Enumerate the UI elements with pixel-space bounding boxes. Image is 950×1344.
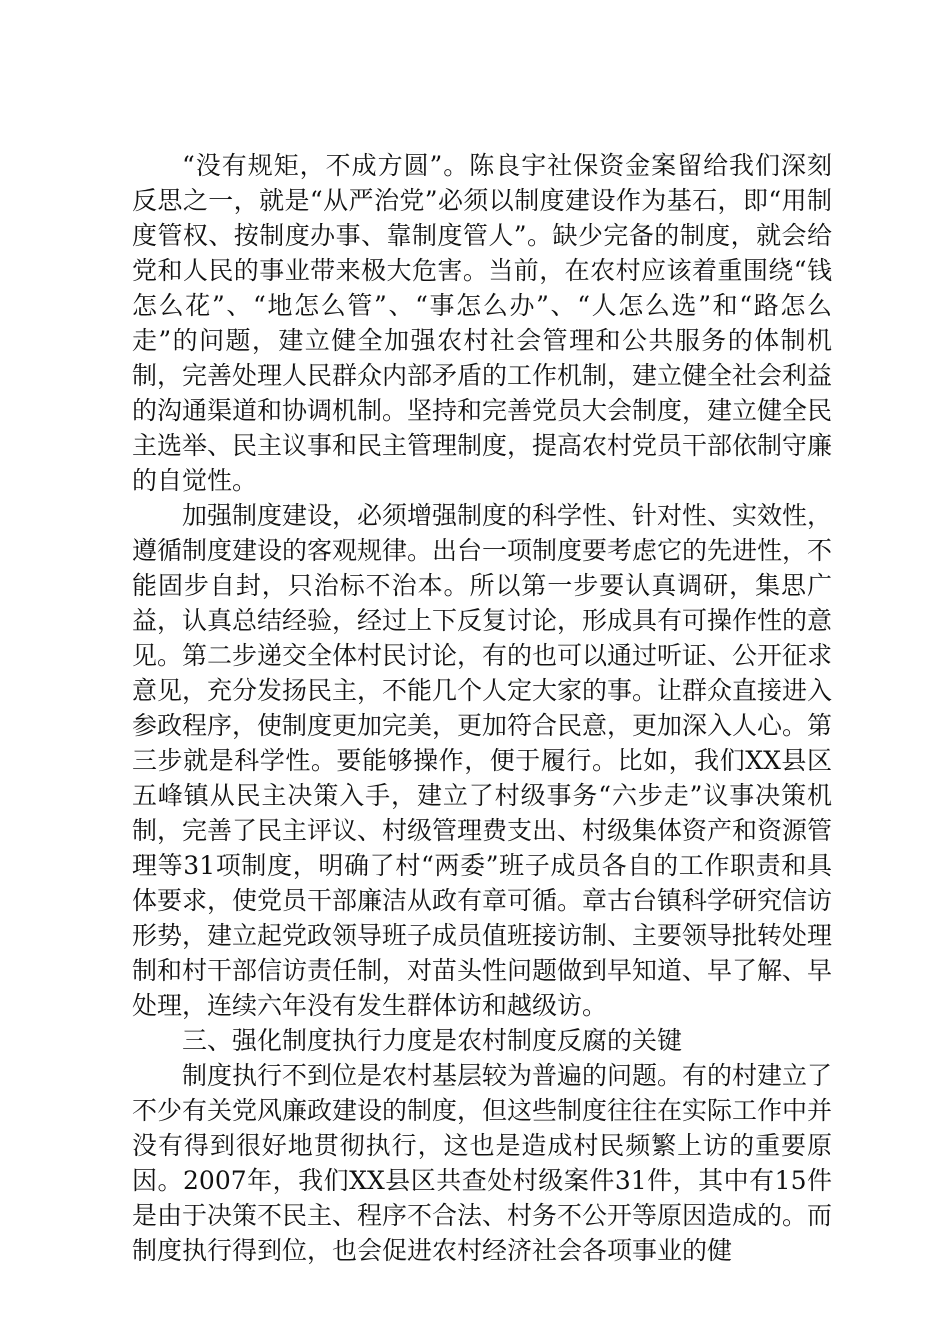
- section-heading-three: 三、强化制度执行力度是农村制度反腐的关键: [182, 1026, 683, 1055]
- paragraph-rules-and-standards: “没有规矩，不成方圆”。陈良宇社保资金案留给我们深刻反思之一，就是“从严治党”必须以制度建设作为基石，即“用制度管权、按制度办事、靠制度管人”。缺少完备的制度，就会给党和人民的事业带来极大危害。当前，在农村应该着重围绕“钱怎么花”、“地怎么管”、“事怎么办”、“人怎么选”和“路怎么走”的问题，建立健全加强农村社会管理和公共服务的体制机制，完善处理人民群众内部矛盾的工作机制，建立健全社会利益的沟通渠道和协调机制。坚持和完善党员大会制度，建立健全民主选举、民主议事和民主管理制度，提高农村党员干部依制守廉的自觉性。: [132, 151, 833, 495]
- paragraph-system-building: 加强制度建设，必须增强制度的科学性、针对性、实效性，遵循制度建设的客观规律。出台一项制度要考虑它的先进性，不能固步自封，只治标不治本。所以第一步要认真调研，集思广益，认真总结经验，经过上下反复讨论，形成具有可操作性的意见。第二步递交全体村民讨论，有的也可以通过听证、公开征求意见，充分发扬民主，不能几个人定大家的事。让群众直接进入参政程序，使制度更加完美，更加符合民意，更加深入人心。第三步就是科学性。要能够操作，便于履行。比如，我们XX县区五峰镇从民主决策入手，建立了村级事务“六步走”议事决策机制，完善了民主评议、村级管理费支出、村级集体资产和资源管理等31项制度，明确了村“两委”班子成员各自的工作职责和具体要求，使党员干部廉洁从政有章可循。章古台镇科学研究信访形势，建立起党政领导班子成员值班接访制、主要领导批转处理制和村干部信访责任制，对苗头性问题做到早知道、早了解、早处理，连续六年没有发生群体访和越级访。: [132, 501, 833, 1020]
- paragraph-system-execution: 制度执行不到位是农村基层较为普遍的问题。有的村建立了不少有关党风廉政建设的制度，但这些制度往往在实际工作中并没有得到很好地贯彻执行，这也是造成村民频繁上访的重要原因。2007年，我们XX县区共查处村级案件31件，其中有15件是由于决策不民主、程序不合法、村务不公开等原因造成的。而制度执行得到位，也会促进农村经济社会各项事业的健: [132, 1061, 833, 1265]
- document-body: [132, 148, 832, 1268]
